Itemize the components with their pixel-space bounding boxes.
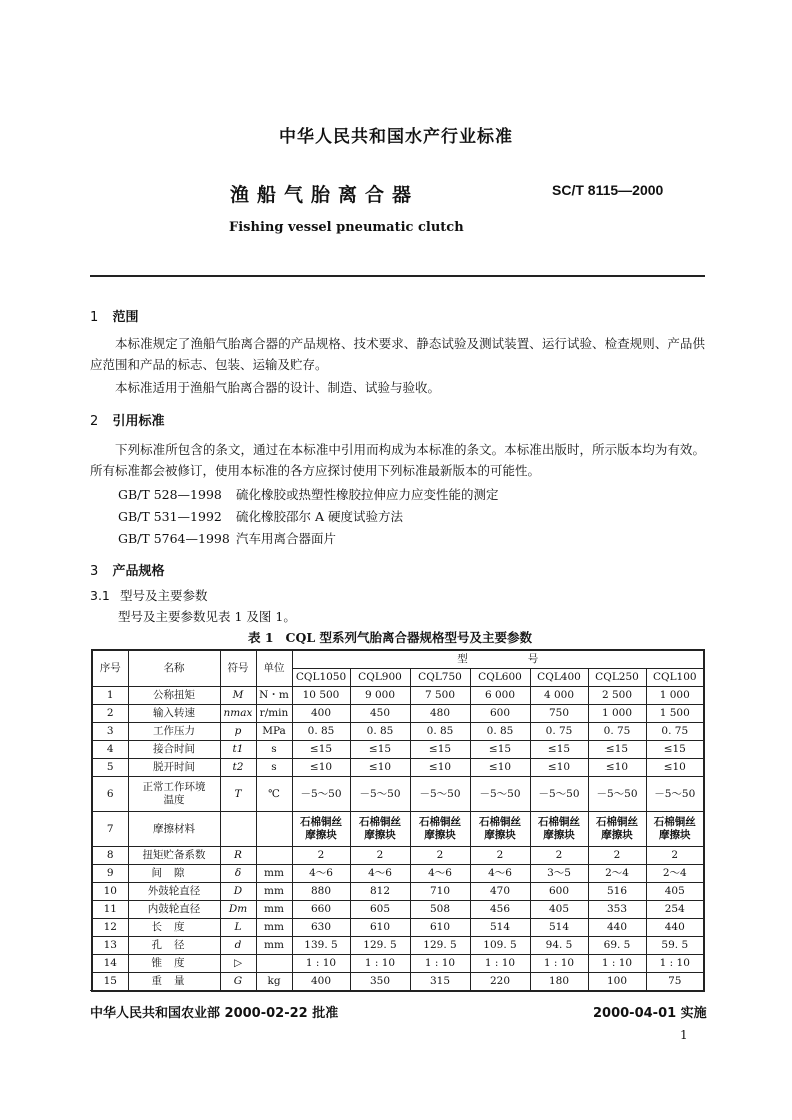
model-header-cell: CQL250 [588, 669, 646, 687]
row-value-cell: 4～6 [292, 865, 350, 883]
row-symbol-cell: d [220, 937, 256, 955]
row-value-cell: 7 500 [410, 687, 470, 705]
section-1-paragraph-2: 本标准适用于渔船气胎离合器的设计、制造、试验与验收。 [115, 380, 441, 395]
table-caption-label: 表 1 [247, 630, 274, 645]
table-row [92, 759, 704, 777]
row-value-cell: 69. 5 [588, 937, 646, 955]
row-seq-cell: 1 [92, 687, 128, 705]
reference-item [118, 485, 499, 503]
model-header-cell: CQL600 [470, 669, 530, 687]
row-value-cell: 2 [646, 847, 704, 865]
row-value-cell: －5～50 [646, 777, 704, 812]
row-unit-cell: r/min [256, 705, 292, 723]
row-value-cell: 9 000 [350, 687, 410, 705]
row-seq-cell: 7 [92, 812, 128, 847]
row-seq-cell: 3 [92, 723, 128, 741]
row-symbol-cell: R [220, 847, 256, 865]
row-value-cell: 1 : 10 [530, 955, 588, 973]
header-model: 型号 [292, 650, 704, 669]
row-value-cell: 315 [410, 973, 470, 992]
row-unit-cell: s [256, 759, 292, 777]
row-value-cell: 180 [530, 973, 588, 992]
row-name-cell: 摩擦材料 [128, 812, 220, 847]
subsection-3-1-number: 3.1 [90, 588, 110, 603]
row-unit-cell: mm [256, 883, 292, 901]
row-value-cell: 石棉铜丝摩擦块 [470, 812, 530, 847]
row-value-cell: ≤15 [530, 741, 588, 759]
row-seq-cell: 12 [92, 919, 128, 937]
row-value-cell: 2 500 [588, 687, 646, 705]
section-2-number: 2 [90, 414, 99, 429]
header-seq: 序号 [92, 650, 128, 687]
table-row [92, 741, 704, 759]
row-value-cell: 440 [588, 919, 646, 937]
row-seq-cell: 14 [92, 955, 128, 973]
row-value-cell: －5～50 [530, 777, 588, 812]
row-value-cell: 1 000 [646, 687, 704, 705]
industry-standard-heading: 中华人民共和国水产行业标准 [279, 127, 513, 147]
row-value-cell: 75 [646, 973, 704, 992]
row-value-cell: ≤10 [470, 759, 530, 777]
row-value-cell: ≤15 [292, 741, 350, 759]
row-value-cell: 610 [410, 919, 470, 937]
row-value-cell: 450 [350, 705, 410, 723]
row-value-cell: 2 [410, 847, 470, 865]
row-value-cell: 710 [410, 883, 470, 901]
row-value-cell: 516 [588, 883, 646, 901]
section-3-title: 产品规格 [112, 564, 165, 579]
row-value-cell: 0. 85 [350, 723, 410, 741]
row-value-cell: 660 [292, 901, 350, 919]
row-value-cell: 353 [588, 901, 646, 919]
row-value-cell: 470 [470, 883, 530, 901]
row-value-cell: 254 [646, 901, 704, 919]
row-value-cell: 1 500 [646, 705, 704, 723]
row-value-cell: 0. 75 [588, 723, 646, 741]
row-name-cell: 输入转速 [128, 705, 220, 723]
section-2-title: 引用标准 [112, 414, 165, 429]
row-value-cell: 440 [646, 919, 704, 937]
row-value-cell: 2～4 [646, 865, 704, 883]
row-value-cell: ≤15 [470, 741, 530, 759]
row-value-cell: 59. 5 [646, 937, 704, 955]
row-value-cell: 605 [350, 901, 410, 919]
row-unit-cell: MPa [256, 723, 292, 741]
reference-title: 汽车用离合器面片 [236, 531, 337, 546]
row-unit-cell: ℃ [256, 777, 292, 812]
spec-table-body [92, 687, 704, 992]
row-value-cell: 750 [530, 705, 588, 723]
row-value-cell: 600 [470, 705, 530, 723]
table-row [92, 901, 704, 919]
row-value-cell: 0. 75 [646, 723, 704, 741]
row-unit-cell: N・m [256, 687, 292, 705]
reference-code: GB/T 531—1992 [118, 509, 222, 524]
row-value-cell: 石棉铜丝摩擦块 [410, 812, 470, 847]
row-symbol-cell: p [220, 723, 256, 741]
row-value-cell: ≤15 [350, 741, 410, 759]
row-name-cell: 锥度 [128, 955, 220, 973]
row-symbol-cell [220, 812, 256, 847]
row-unit-cell: mm [256, 901, 292, 919]
row-value-cell: 3～5 [530, 865, 588, 883]
row-value-cell: 2 [292, 847, 350, 865]
row-value-cell: ≤15 [646, 741, 704, 759]
row-value-cell: 405 [530, 901, 588, 919]
row-value-cell: ≤10 [292, 759, 350, 777]
footer-divider [90, 990, 705, 991]
table-row [92, 705, 704, 723]
table-row [92, 919, 704, 937]
row-value-cell: ≤15 [588, 741, 646, 759]
row-value-cell: 630 [292, 919, 350, 937]
row-symbol-cell: δ [220, 865, 256, 883]
row-symbol-cell: M [220, 687, 256, 705]
row-name-cell: 公称扭矩 [128, 687, 220, 705]
model-header-cell: CQL900 [350, 669, 410, 687]
row-value-cell: 4～6 [470, 865, 530, 883]
spec-table [91, 649, 705, 992]
section-3-number: 3 [90, 564, 99, 579]
row-value-cell: 109. 5 [470, 937, 530, 955]
row-seq-cell: 6 [92, 777, 128, 812]
row-value-cell: 10 500 [292, 687, 350, 705]
row-value-cell: ≤10 [588, 759, 646, 777]
row-seq-cell: 15 [92, 973, 128, 992]
row-name-cell: 孔径 [128, 937, 220, 955]
reference-item [118, 507, 403, 525]
row-unit-cell: s [256, 741, 292, 759]
row-value-cell: 400 [292, 705, 350, 723]
row-value-cell: 129. 5 [410, 937, 470, 955]
row-value-cell: 400 [292, 973, 350, 992]
row-value-cell: 610 [350, 919, 410, 937]
page-number: 1 [680, 1028, 688, 1042]
subsection-3-1-title: 型号及主要参数 [120, 588, 208, 603]
row-unit-cell [256, 812, 292, 847]
section-1-number: 1 [90, 310, 99, 325]
english-title: Fishing vessel pneumatic clutch [229, 220, 464, 235]
row-value-cell: 600 [530, 883, 588, 901]
table-caption-text: CQL 型系列气胎离合器规格型号及主要参数 [285, 630, 533, 645]
section-3-heading [90, 560, 165, 579]
row-value-cell: 石棉铜丝摩擦块 [350, 812, 410, 847]
table-row [92, 812, 704, 847]
section-1-title: 范围 [112, 310, 139, 325]
row-value-cell: 1 000 [588, 705, 646, 723]
row-value-cell: 4 000 [530, 687, 588, 705]
table-row [92, 955, 704, 973]
row-seq-cell: 13 [92, 937, 128, 955]
standard-code: SC/T 8115—2000 [552, 182, 664, 198]
section-1-heading [90, 306, 139, 325]
row-unit-cell: mm [256, 865, 292, 883]
document-title: 渔船气胎离合器 [230, 184, 420, 206]
row-value-cell: 石棉铜丝摩擦块 [530, 812, 588, 847]
row-seq-cell: 4 [92, 741, 128, 759]
row-value-cell: 220 [470, 973, 530, 992]
table-row [92, 847, 704, 865]
row-value-cell: 508 [410, 901, 470, 919]
table-caption [0, 628, 792, 646]
reference-title: 硫化橡胶邵尔 A 硬度试验方法 [236, 509, 403, 524]
row-value-cell: 1 : 10 [646, 955, 704, 973]
row-name-cell: 正常工作环境温度 [128, 777, 220, 812]
row-value-cell: 6 000 [470, 687, 530, 705]
row-name-cell: 长度 [128, 919, 220, 937]
row-symbol-cell: ▷ [220, 955, 256, 973]
row-unit-cell: mm [256, 937, 292, 955]
row-value-cell: 100 [588, 973, 646, 992]
header-name: 名称 [128, 650, 220, 687]
row-value-cell: 石棉铜丝摩擦块 [292, 812, 350, 847]
row-seq-cell: 5 [92, 759, 128, 777]
subsection-3-1-text: 型号及主要参数见表 1 及图 1。 [118, 609, 296, 624]
row-seq-cell: 8 [92, 847, 128, 865]
row-value-cell: ≤10 [350, 759, 410, 777]
row-value-cell: 1 : 10 [410, 955, 470, 973]
row-value-cell: 2 [530, 847, 588, 865]
row-value-cell: 514 [530, 919, 588, 937]
row-symbol-cell: Dm [220, 901, 256, 919]
row-seq-cell: 11 [92, 901, 128, 919]
row-value-cell: 514 [470, 919, 530, 937]
row-value-cell: ≤10 [410, 759, 470, 777]
row-value-cell: 2～4 [588, 865, 646, 883]
reference-code: GB/T 528—1998 [118, 487, 222, 502]
model-header-cell: CQL400 [530, 669, 588, 687]
reference-code: GB/T 5764—1998 [118, 531, 230, 546]
row-value-cell: 139. 5 [292, 937, 350, 955]
subsection-3-1-heading [90, 586, 208, 604]
row-unit-cell: mm [256, 919, 292, 937]
table-row [92, 883, 704, 901]
row-name-cell: 间隙 [128, 865, 220, 883]
row-symbol-cell: D [220, 883, 256, 901]
row-value-cell: 4～6 [410, 865, 470, 883]
row-value-cell: 129. 5 [350, 937, 410, 955]
row-value-cell: 2 [588, 847, 646, 865]
row-value-cell: 0. 85 [292, 723, 350, 741]
row-name-cell: 脱开时间 [128, 759, 220, 777]
model-header-cell: CQL100 [646, 669, 704, 687]
row-value-cell: 石棉铜丝摩擦块 [588, 812, 646, 847]
row-value-cell: 94. 5 [530, 937, 588, 955]
row-name-cell: 内鼓轮直径 [128, 901, 220, 919]
row-value-cell: －5～50 [350, 777, 410, 812]
row-unit-cell [256, 955, 292, 973]
row-value-cell: 405 [646, 883, 704, 901]
row-value-cell: 2 [470, 847, 530, 865]
row-value-cell: 456 [470, 901, 530, 919]
row-symbol-cell: t1 [220, 741, 256, 759]
row-value-cell: －5～50 [588, 777, 646, 812]
header-divider [90, 275, 705, 277]
section-2-heading [90, 410, 165, 429]
row-symbol-cell: L [220, 919, 256, 937]
row-name-cell: 外鼓轮直径 [128, 883, 220, 901]
row-value-cell: 1 : 10 [470, 955, 530, 973]
row-value-cell: 480 [410, 705, 470, 723]
row-value-cell: 石棉铜丝摩擦块 [646, 812, 704, 847]
reference-item [118, 529, 336, 547]
row-name-cell: 扭矩贮备系数 [128, 847, 220, 865]
row-unit-cell: kg [256, 973, 292, 992]
row-name-cell: 工作压力 [128, 723, 220, 741]
row-value-cell: 1 : 10 [588, 955, 646, 973]
row-value-cell: 812 [350, 883, 410, 901]
approval-notice: 中华人民共和国农业部 2000-02-22 批准 [90, 1006, 339, 1021]
row-seq-cell: 10 [92, 883, 128, 901]
table-row [92, 973, 704, 992]
row-name-cell: 重量 [128, 973, 220, 992]
row-unit-cell [256, 847, 292, 865]
row-seq-cell: 9 [92, 865, 128, 883]
model-header-cell: CQL1050 [292, 669, 350, 687]
row-seq-cell: 2 [92, 705, 128, 723]
row-value-cell: ≤15 [410, 741, 470, 759]
row-value-cell: 1 : 10 [292, 955, 350, 973]
row-value-cell: 2 [350, 847, 410, 865]
section-1-paragraph-1: 本标准规定了渔船气胎离合器的产品规格、技术要求、静态试验及测试装置、运行试验、检查规则、产品供应范围和产品的标志、包装、运输及贮存。 [90, 336, 705, 372]
model-header-cell: CQL750 [410, 669, 470, 687]
row-symbol-cell: T [220, 777, 256, 812]
row-value-cell: 0. 75 [530, 723, 588, 741]
row-symbol-cell: nmax [220, 705, 256, 723]
section-2-paragraph: 下列标准所包含的条文，通过在本标准中引用而构成为本标准的条文。本标准出版时，所示版本均为有效。所有标准都会被修订，使用本标准的各方应探讨使用下列标准最新版本的可能性。 [90, 442, 705, 478]
row-symbol-cell: t2 [220, 759, 256, 777]
row-value-cell: －5～50 [292, 777, 350, 812]
row-value-cell: 0. 85 [410, 723, 470, 741]
table-row [92, 865, 704, 883]
row-value-cell: －5～50 [470, 777, 530, 812]
row-value-cell: 4～6 [350, 865, 410, 883]
row-value-cell: 880 [292, 883, 350, 901]
row-value-cell: 350 [350, 973, 410, 992]
row-name-cell: 接合时间 [128, 741, 220, 759]
row-symbol-cell: G [220, 973, 256, 992]
header-unit: 单位 [256, 650, 292, 687]
row-value-cell: 0. 85 [470, 723, 530, 741]
header-symbol: 符号 [220, 650, 256, 687]
table-row [92, 937, 704, 955]
row-value-cell: ≤10 [646, 759, 704, 777]
implementation-date: 2000-04-01 实施 [593, 1006, 707, 1021]
table-row [92, 687, 704, 705]
row-value-cell: －5～50 [410, 777, 470, 812]
reference-title: 硫化橡胶或热塑性橡胶拉伸应力应变性能的测定 [236, 487, 499, 502]
table-row [92, 777, 704, 812]
row-value-cell: 1 : 10 [350, 955, 410, 973]
table-row [92, 723, 704, 741]
row-value-cell: ≤10 [530, 759, 588, 777]
